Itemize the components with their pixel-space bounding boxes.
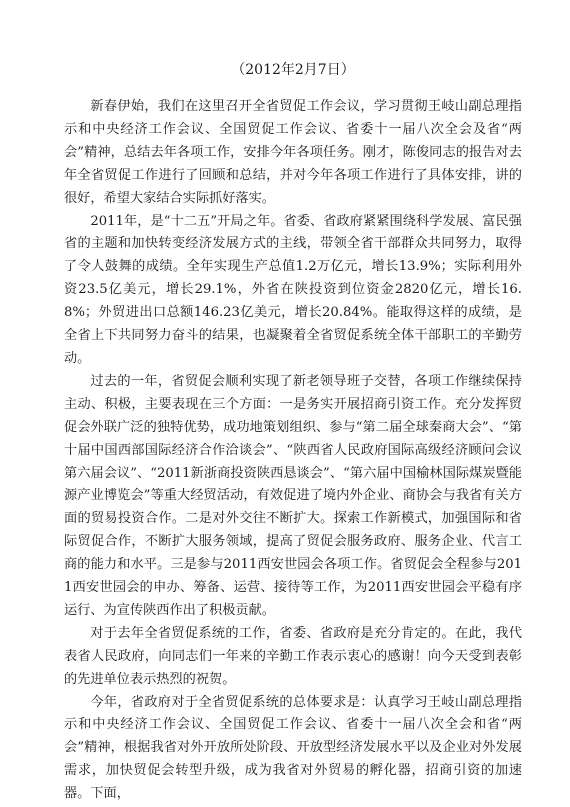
- paragraph-2011-results: 2011年，是“十二五”开局之年。省委、省政府紧紧围绕科学发展、富民强省的主题和加快转变经济发展方式的主线，带领全省干部群众共同努力，取得了令人鼓舞的成绩。全年实现生产总值1.2万亿元，增长13.9%；实际利用外资23.5亿美元，增长29.1%，外省在陕投资到位资金2820亿元，增长16.8%；外贸进出口总额146.23亿美元，增长20.84%。能取得这样的成绩，是全省上下共同努力奋斗的结果，也凝聚着全省贸促系统全体干部职工的辛勤劳动。: [64, 213, 522, 366]
- paragraph-thanks: 对于去年全省贸促系统的工作，省委、省政府是充分肯定的。在此，我代表省人民政府，向同志们一年来的辛勤工作表示衷心的感谢！向今天受到表彰的先进单位表示热烈的祝贺。: [64, 625, 522, 687]
- document-date: （2012年2月7日）: [231, 62, 355, 78]
- paragraph-past-year-work: 过去的一年，省贸促会顺利实现了新老领导班子交替，各项工作继续保持主动、积极，主要表现在三个方面：一是务实开展招商引资工作。充分发挥贸促会外联广泛的独特优势，成功地策划组织、参与“第二届全球秦商大会”、“第十届中国西部国际经济合作洽谈会”、“陕西省人民政府国际高级经济顾问会议第六届会议”、“2011新浙商投资陕西恳谈会”、“第六届中国榆林国际煤炭暨能源产业博览会”等重大经贸活动，有效促进了境内外企业、商协会与我省有关方面的贸易投资合作。二是对外交往不断扩大。探索工作新模式，加强国际和省际贸促合作，不断扩大服务领域，提高了贸促会服务政府、服务企业、代言工商的能力和水平。三是参与2011西安世园会各项工作。省贸促会全程参与2011西安世园会的申办、筹备、运营、接待等工作，为2011西安世园会平稳有序运行、为宣传陕西作出了积极贡献。: [64, 373, 522, 618]
- paragraph-opening: 新春伊始，我们在这里召开全省贸促工作会议，学习贯彻王岐山副总理指示和中央经济工作会议、全国贸促工作会议、省委十一届八次全会及省“两会”精神，总结去年各项工作，安排今年各项任务。刚才，陈俊同志的报告对去年全省贸促工作进行了回顾和总结，并对今年各项工作进行了具体安排，讲的很好，希望大家结合实际抓好落实。: [64, 99, 522, 206]
- paragraph-this-year: 今年，省政府对于全省贸促系统的总体要求是：认真学习王岐山副总理指示和中央经济工作会议、全国贸促工作会议、省委十一届八次全会和省“两会”精神，根据我省对外开放所处阶段、开放型经济发展水平以及企业对外发展需求，加快贸促会转型升级，成为我省对外贸易的孵化器，招商引资的加速器。下面，: [64, 694, 522, 802]
